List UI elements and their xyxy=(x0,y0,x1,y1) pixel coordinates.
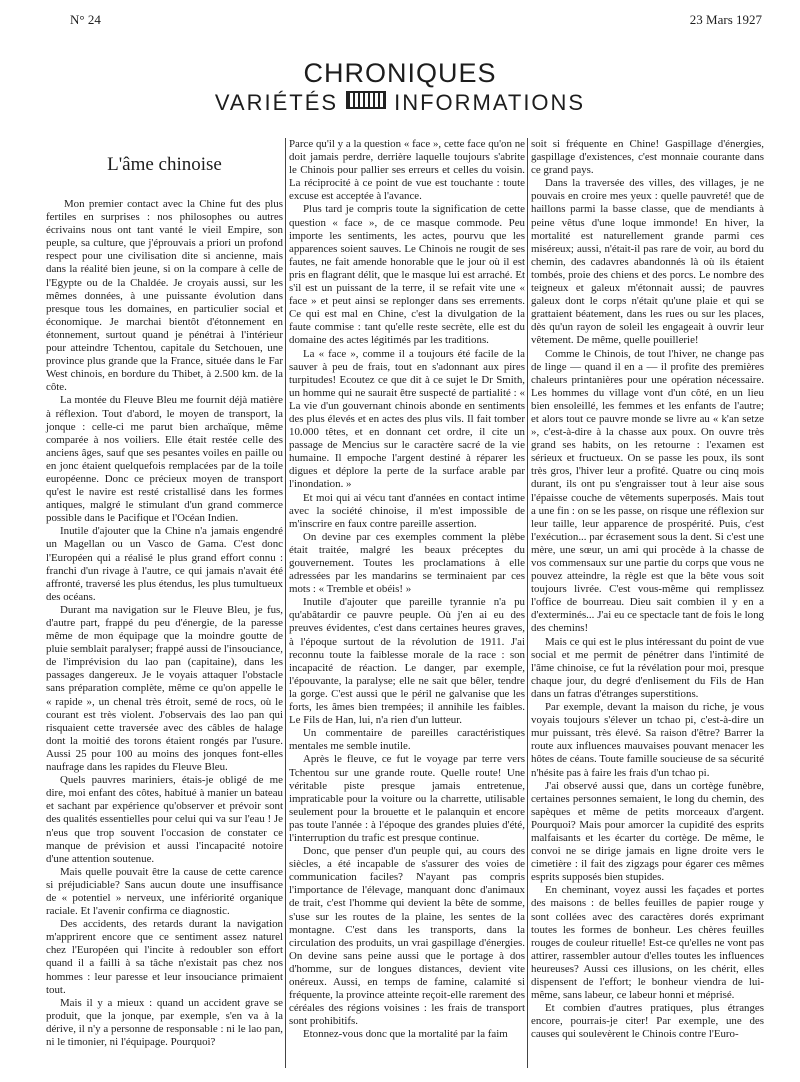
column-body xyxy=(531,138,764,1041)
paragraph: Et moi qui ai vécu tant d'années en contact intime avec la société chinoise, il m'est impossible de m'inscrire en faux contre pareille assertion. xyxy=(289,491,525,530)
paragraph: Par exemple, devant la maison du riche, je vous voyais toujours s'élever un tchao pi, c'est-à-dire un mur puissant, très élevé. Sa raison d'être? Barrer la route aux influences mauvaises pouvant menacer les hôtes de céans. Toute famille soucieuse de sa sécurité n'hésite pas à faire les frais d'un tchao pi. xyxy=(531,701,764,779)
issue-number: N° 24 xyxy=(70,12,101,27)
paragraph: J'ai observé aussi que, dans un cortège funèbre, certaines personnes semaient, le long du chemin, des sapèques et même de petits morceaux d'argent. Pourquoi? Mais pour amorcer la cupidité des esprits malfaisants et les écarter du cortège. De même, le convoi ne se dirige jamais en ligne droite vers le cimetière : il fait des zigzags pour égarer ces mêmes esprits supposés bien stupides. xyxy=(531,779,764,884)
paragraph: Donc, que penser d'un peuple qui, au cours des siècles, a été incapable de s'assurer des voies de communication faciles? N'ayant pas compris l'importance de l'élevage, manquant donc d'animaux de trait, c'est l'homme qui devient la bête de somme, s'use sur les routes de la plaine, les sentes de la montagne. C'est dans les transports, dans la circulation des produits, un vrai gaspillage d'énergies. On devine sans peine aussi que le portage à dos d'homme, sur de longues distances, devient vite onéreux. Aussi, en temps de famine, calamité si fréquente, la province atteinte reçoit-elle rarement des céréales des régions voisines : les frais de transport sont prohibitifs. xyxy=(289,845,525,1028)
paragraph: Quels pauvres mariniers, étais-je obligé de me dire, moi enfant des côtes, habitué à manier un bateau et sachant par expérience qu'observer et prévoir sont des qualités essentielles pour celui qui va sur l'eau ! Je n'eus que trop souvent l'occasion de constater ce manque de prévision et aussi l'incapacité notoire d'une attention soutenue. xyxy=(46,774,283,865)
masthead-subtitle xyxy=(0,90,800,116)
paragraph: Des accidents, des retards durant la navigation m'apprirent encore que ce sentiment assez naturel chez l'Européen qui l'incite à redoubler son effort quand il a failli à sa tâche n'existait pas chez nos hommes : leur paresse et leur insouciance primaient tout. xyxy=(46,918,283,996)
column-divider xyxy=(527,138,528,1068)
masthead-left: VARIÉTÉS xyxy=(214,90,339,115)
paragraph: soit si fréquente en Chine! Gaspillage d'énergies, gaspillage d'existences, c'est monnaie courante dans ce grand pays. xyxy=(531,138,764,177)
paragraph: Inutile d'ajouter que pareille tyrannie n'a pu qu'abâtardir ce pauvre peuple. Où j'en ai eu des preuves évidentes, c'est dans certaines heures graves, à l'époque surtout de la révolution de 1911. J'ai reconnu toute la faiblesse morale de la race : son incapacité de réaction. Le danger, par exemple, l'épouvante, la paralyse; elle ne sait que bêler, tendre la gorge. C'est aussi que le péril ne galvanise que les forts, les âmes bien trempées; il annihile les faibles. Le Fils de Han, lui, n'a rien d'un lutteur. xyxy=(289,596,525,727)
paragraph: La « face », comme il a toujours été facile de la sauver à peu de frais, tout en s'adonnant aux pires turpitudes! Ecoutez ce que dit à ce sujet le Dr Smith, un homme qui ne saurait être suspecté de partialité : « La vie d'un gouvernant chinois abonde en sentiments des plus élevés et en actes des plus vils. Il fait tomber 10.000 têtes, et en donnant cet ordre, il cite un passage de Mencius sur le caractère sacré de la vie humaine. Il empoche l'argent destiné à réparer les digues et déplore la perte de la surface arable par l'inondation. » xyxy=(289,347,525,491)
article-title: L'âme chinoise xyxy=(107,154,222,175)
masthead-right: INFORMATIONS xyxy=(394,90,586,115)
paragraph: Etonnez-vous donc que la mortalité par la faim xyxy=(303,1028,508,1041)
paragraph: Dans la traversée des villes, des villages, je ne pouvais en croire mes yeux : quelle pauvreté! que de haillons parmi la basse classe, que de mendiants à peine vêtus d'une loque immonde! En hiver, la mortalité est naturellement grande parmi ces miséreux; aussi, n'était-il pas rare de voir, au bord du chemin, des cadavres abandonnés là où ils étaient tombés, proie des chiens et des porcs. Le nombre des teigneux et galeux m'étonnait aussi; de pauvres galeux dont le corps n'était qu'une plaie et qui se grattaient béatement, dans les rues ou sur les places, dès qu'un rayon de soleil les engageait à ouvrir leur vêtement. De même, quelle pouillerie! xyxy=(531,177,764,347)
paragraph: Mon premier contact avec la Chine fut des plus fertiles en surprises : nos philosophes ou autres écrivains nous ont tant vanté le vieil Empire, son peuple, sa culture, que j'éprouvais a priori un profond respect pour une civilisation dite si ancienne, mais dans la réalité bien jeune, si on la compare à celle de l'Egypte ou de la Chaldée. Je croyais aussi, sur les mêmes données, à une puissante évolution dans presque tous les domaines, en particulier social et économique. Je marchai bientôt d'étonnement en étonnement, surtout quand je pénétrai à l'intérieur pour atteindre Tchentou, capitale du Setchouen, une province plus grande que la France, située dans le Far West chinois, en bordure du Thibet, à 2.500 km. de la côte. xyxy=(46,198,283,394)
page-header xyxy=(70,12,762,32)
paragraph: Parce qu'il y a la question « face », cette face qu'on ne doit jamais perdre, derrière laquelle toujours s'abrite le Chinois pour pallier ses erreurs et celles du voisin. La réciprocité à ce point de vue est touchante : toute excuse est acceptée à l'avance. xyxy=(289,138,525,203)
paragraph: Mais quelle pouvait être la cause de cette carence si préjudiciable? Sans aucun doute une insuffisance de « potentiel » nerveux, une infériorité organique raciale. Et l'avenir confirma ce diagnostic. xyxy=(46,865,283,918)
paragraph: Inutile d'ajouter que la Chine n'a jamais engendré un Magellan ou un Vasco de Gama. C'est donc l'Européen qui a réalisé le plus grand effort connu : franchi d'un rivage à l'autre, ce qui jamais n'avait été affronté, traversé les plus étendus, les plus tumultueux des océans. xyxy=(46,525,283,603)
paragraph: La montée du Fleuve Bleu me fournit déjà matière à réflexion. Tout d'abord, le moyen de transport, la jonque : celle-ci me parut bien archaïque, même comparée à nos voiliers. Elle était restée celle des anciens âges, sauf que ses pesantes voiles en paille ou en jonc étaient quelquefois remplacées par de la toile européenne. Donc ce précieux moyen de transport qu'est le navire est resté cristallisé dans les formes antiques, malgré le stimulant d'un grand commerce possible dans le Pacifique et l'Océan Indien. xyxy=(46,394,283,525)
article-column-1 xyxy=(46,150,283,1049)
paragraph: Plus tard je compris toute la signification de cette question « face », de ce masque commode. Peu importe les sentiments, les actes, pourvu que les apparences soient sauves. Le Chinois ne rougit de ses fautes, ne fait amende honorable que le jour où il est pris en flagrant délit, que le masque lui est arraché. Et s'il est un puissant de la terre, il se refait vite une « face » et peut ainsi se replonger dans ses errements. Ce qui est mal en Chine, c'est la divulgation de la faute commise : tant qu'elle reste secrète, elle est du domaine des actes légitimés par les traditions. xyxy=(289,203,525,347)
column-body xyxy=(289,138,525,1041)
paragraph: Mais il y a mieux : quand un accident grave se produit, que la jonque, par exemple, s'en va à la dérive, il n'y a personne de responsable : ni le lao pan, ni le timonier, ni l'équipage. Pourquoi? xyxy=(46,996,283,1048)
paragraph: En cheminant, voyez aussi les façades et portes des maisons : de belles feuilles de papier rouge y sont collées avec des caractères dorés exprimant toutes les formes de bonheur. Les chères feuilles rouges de couleur rituelle! Est-ce qu'elles ne vont pas attirer, rassembler autour d'elles toutes les influences heureuses? Aussi ces illusions, on les chérit, elles dispensent de l'effort; le bonheur viendra de lui-même, sans labeur, ce labeur honni et méprisé. xyxy=(531,884,764,1002)
paragraph: Après le fleuve, ce fut le voyage par terre vers Tchentou sur une grande route. Quelle route! Une véritable piste presque jamais entretenue, impraticable pour la voiture ou la charrette, utilisable seulement pour la brouette et le palanquin et encore pas toute l'année : à l'époque des grandes pluies d'été, l'interruption du trafic est presque continue. xyxy=(289,753,525,844)
paragraph: Comme le Chinois, de tout l'hiver, ne change pas de linge — quand il en a — il profite des premières chaleurs printanières pour une opération nécessaire. Les hommes du village vont d'un côté, en un lieu bien ensoleillé, les femmes et les enfants de l'autre; et alors tout ce pauvre monde se livre au « k'an setze », c'est-à-dire à la chasse aux poux. On ouvre très grand ses habits, on les retourne : l'examen est sérieux et fructueux. On se passe les poux, ils sont très gros, l'hiver leur a profité. Quatre ou cinq mois durant, ils ont pu s'engraisser tout à leur aise sous l'épaisse couche de vêtements superposés. Mais tout a une fin : on se les passe, on risque une réflexion sur leur taille, leur apparence de prospérité. Puis, c'est l'exécution... par écrasement sous la dent. Si c'est une mère, une sœur, un ami qui procède à la chasse de vos commensaux sur une partie du corps que vous ne pouvez atteindre, la règle est que la bête vous soit toujours livrée. C'est vous-même qui remplissez l'office de bourreau. Dieu sait combien il y en a d'exterminés... J'ai eu ce spectacle tant de fois le long des chemins! xyxy=(531,347,764,635)
ornament-icon xyxy=(346,91,386,109)
paragraph: On devine par ces exemples comment la plèbe était traitée, malgré les beaux préceptes du gouvernement. Toutes les proclamations à elle adressées par les mandarins se terminaient par ces mots : « Tremble et obéis! » xyxy=(289,530,525,596)
paragraph: Mais ce qui est le plus intéressant du point de vue social et me permit de pénétrer dans l'intimité de l'âme chinoise, ce fut la révélation pour moi, presque chaque jour, du degré d'enlisement du Fils de Han dans un fatras d'étranges superstitions. xyxy=(531,635,764,700)
masthead xyxy=(0,58,800,116)
paragraph: Durant ma navigation sur le Fleuve Bleu, je fus, d'autre part, frappé du peu d'énergie, de la paresse même de mon équipage que la moindre goutte de pluie semblait paralyser; frappé aussi de l'insouciance, de l'imprévision du lao pan (capitaine), dans les passages dangereux. Je le voyais attaquer l'obstacle sans préparation complète, même ce qu'on appelle le « rapide », un chenal très étroit, semé de rocs, où le courant est très violent. J'observais des lao pan qui risquaient cette traversée avec des câbles de halage dont la moitié des torons étaient rongés par l'usure. Aussi 25 pour 100 au moins des jonques font-elles naufrage dans les rapides du Fleuve Bleu. xyxy=(46,603,283,774)
issue-date: 23 Mars 1927 xyxy=(689,12,762,27)
article-column-2 xyxy=(289,138,525,1041)
masthead-title: CHRONIQUES xyxy=(303,58,497,88)
paragraph: Un commentaire de pareilles caractéristiques mentales me semble inutile. xyxy=(289,727,525,753)
paragraph: Et combien d'autres pratiques, plus étranges encore, pourrais-je citer! Par exemple, une des causes qui soulevèrent le Chinois contre l'Euro- xyxy=(531,1002,764,1041)
column-body xyxy=(46,198,283,1049)
article-column-3 xyxy=(531,138,764,1041)
column-divider xyxy=(285,138,286,1068)
